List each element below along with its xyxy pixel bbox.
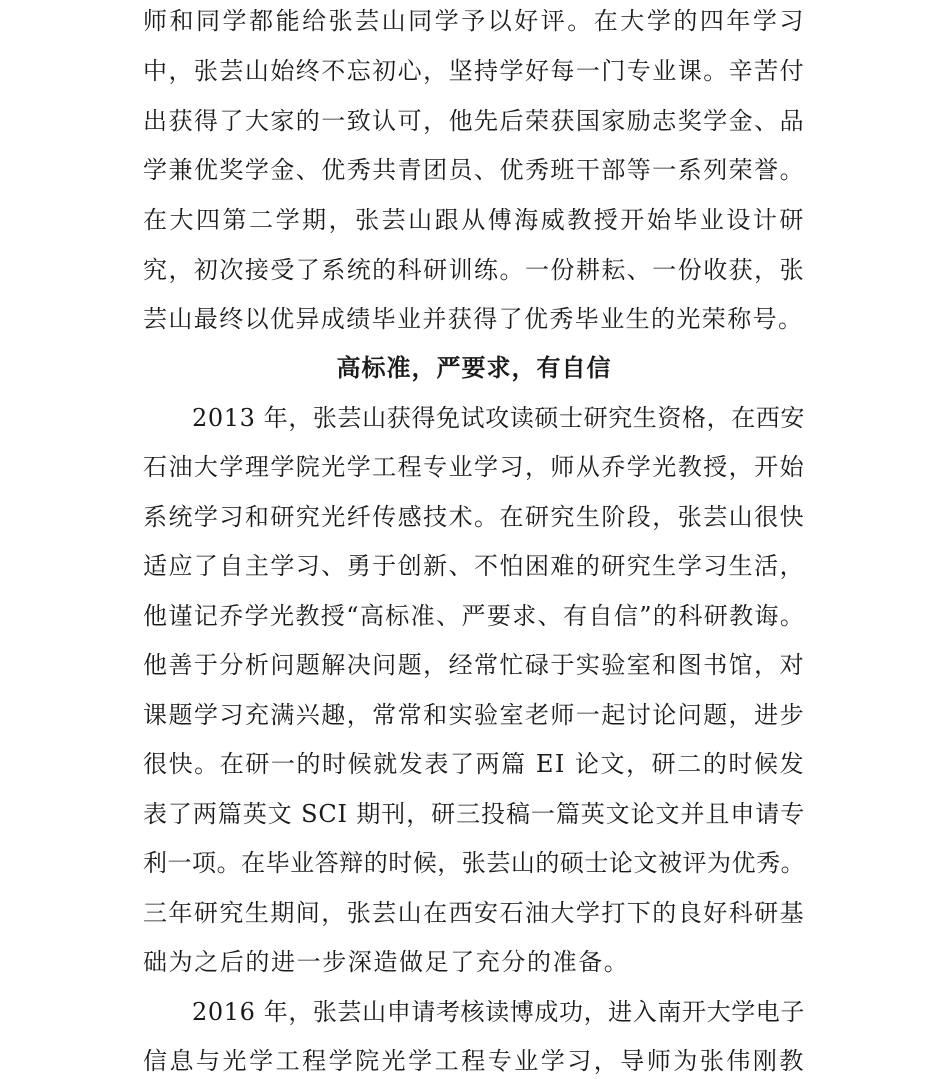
paragraph-line: 究，初次接受了系统的科研训练。一份耕耘、一份收获，张: [143, 256, 805, 284]
paragraph-line: 础为之后的进一步深造做足了充分的准备。: [143, 948, 630, 976]
paragraph-line: 三年研究生期间，张芸山在西安石油大学打下的良好科研基: [143, 899, 805, 927]
paragraph-line: 系统学习和研究光纤传感技术。在研究生阶段，张芸山很快: [143, 503, 805, 531]
paragraph-line: 他善于分析问题解决问题，经常忙碌于实验室和图书馆，对: [143, 651, 805, 679]
paragraph-line: 表了两篇英文 SCI 期刊，研三投稿一篇英文论文并且申请专: [143, 800, 805, 828]
paragraph-line: 学兼优奖学金、优秀共青团员、优秀班干部等一系列荣誉。: [143, 156, 805, 184]
paragraph-line: 在大四第二学期，张芸山跟从傅海威教授开始毕业设计研: [143, 206, 805, 234]
paragraph-line: 利一项。在毕业答辩的时候，张芸山的硕士论文被评为优秀。: [143, 849, 805, 877]
paragraph-line: 2013 年，张芸山获得免试攻读硕士研究生资格，在西安: [192, 404, 805, 432]
paragraph-line: 出获得了大家的一致认可，他先后荣获国家励志奖学金、品: [143, 107, 805, 135]
section-heading: 高标准，严要求，有自信: [336, 354, 612, 382]
paragraph-line: 芸山最终以优异成绩毕业并获得了优秀毕业生的光荣称号。: [143, 305, 804, 333]
paragraph-line: 很快。在研一的时候就发表了两篇 EI 论文，研二的时候发: [143, 750, 805, 778]
paragraph-line: 课题学习充满兴趣，常常和实验室老师一起讨论问题，进步: [143, 701, 805, 729]
paragraph-line: 石油大学理学院光学工程专业学习，师从乔学光教授，开始: [143, 453, 805, 481]
paragraph-line: 2016 年，张芸山申请考核读博成功，进入南开大学电子: [192, 998, 805, 1026]
paragraph-line: 中，张芸山始终不忘初心，坚持学好每一门专业课。辛苦付: [143, 57, 805, 85]
paragraph-line: 适应了自主学习、勇于创新、不怕困难的研究生学习生活，: [143, 552, 805, 580]
paragraph-line: 信息与光学工程学院光学工程专业学习，导师为张伟刚教: [143, 1047, 805, 1075]
paragraph-line: 他谨记乔学光教授“高标准、严要求、有自信”的科研教诲。: [143, 602, 806, 630]
paragraph-line: 师和同学都能给张芸山同学予以好评。在大学的四年学习: [143, 7, 805, 35]
